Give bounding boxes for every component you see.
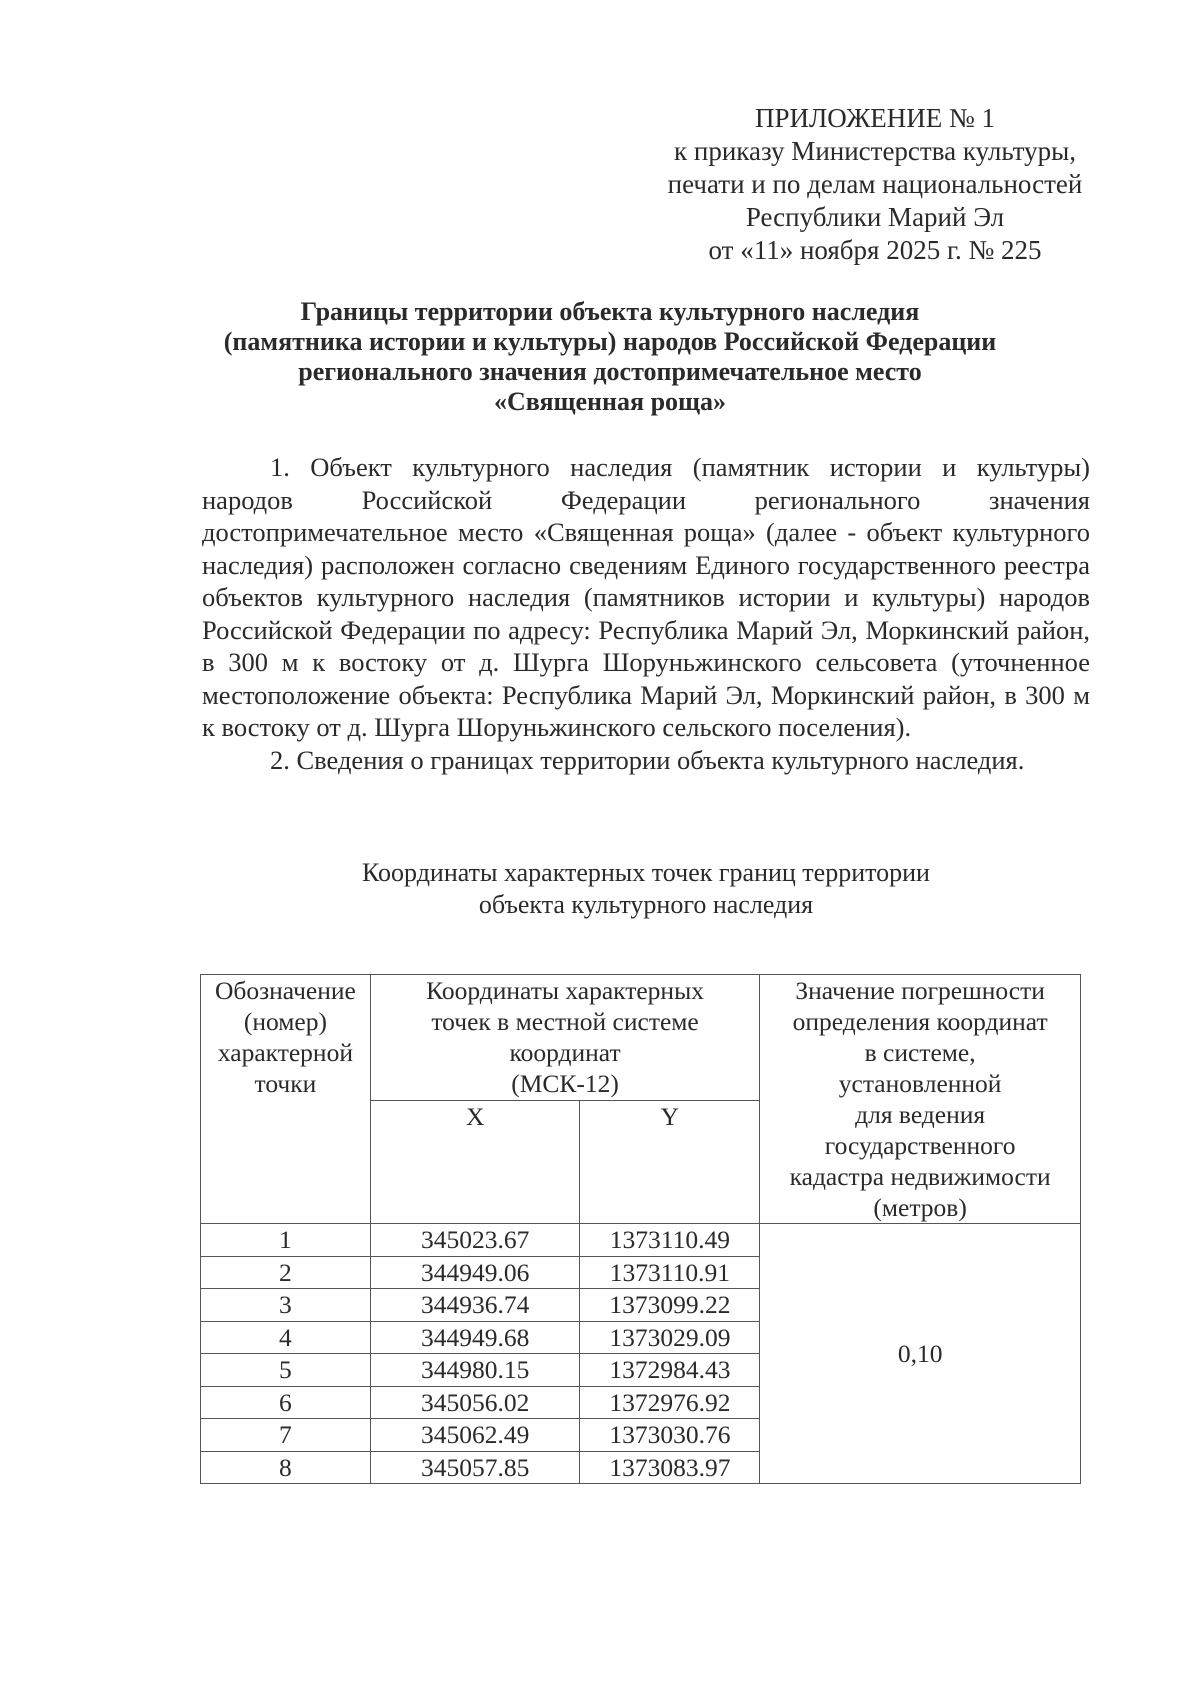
- x-coordinate: 345057.85: [370, 1451, 580, 1484]
- title-line-4: «Священная роща»: [494, 387, 726, 416]
- point-number: 5: [201, 1354, 371, 1387]
- point-number: 3: [201, 1289, 371, 1322]
- y-coordinate: 1372984.43: [580, 1354, 760, 1387]
- x-coordinate: 345023.67: [370, 1224, 580, 1257]
- coordinates-table: [200, 974, 1081, 1484]
- header-error-line: установленной: [838, 1069, 1002, 1098]
- header-point-line: точки: [254, 1069, 317, 1098]
- appendix-number: ПРИЛОЖЕНИЕ № 1: [754, 103, 996, 133]
- header-x: X: [370, 1100, 580, 1224]
- paragraph-2: 2. Сведения о границах территории объекта культурного наследия.: [270, 744, 1025, 775]
- point-number: 6: [201, 1386, 371, 1419]
- header-error-line: кадастра недвижимости: [789, 1162, 1051, 1191]
- header-point-line: Обозначение: [214, 976, 356, 1005]
- title-line-3: регионального значения достопримечательное место: [298, 357, 922, 386]
- header-y: Y: [580, 1100, 760, 1224]
- title-line-1: Границы территории объекта культурного наследия: [300, 297, 920, 326]
- y-coordinate: 1373083.97: [580, 1451, 760, 1484]
- table-caption: [202, 857, 1090, 921]
- point-number: 7: [201, 1419, 371, 1452]
- header-point-designation: [201, 975, 371, 1224]
- header-error-line: в системе,: [864, 1038, 976, 1067]
- error-value: 0,10: [760, 1224, 1081, 1484]
- table-header-row: [201, 975, 1081, 1101]
- y-coordinate: 1373099.22: [580, 1289, 760, 1322]
- y-coordinate: 1373110.49: [580, 1224, 760, 1257]
- appendix-header: [640, 102, 1110, 267]
- x-coordinate: 344980.15: [370, 1354, 580, 1387]
- header-coordinates: [370, 975, 759, 1101]
- x-coordinate: 344949.68: [370, 1321, 580, 1354]
- x-coordinate: 345062.49: [370, 1419, 580, 1452]
- y-coordinate: 1373029.09: [580, 1321, 760, 1354]
- y-coordinate: 1372976.92: [580, 1386, 760, 1419]
- header-error-line: (метров): [873, 1193, 967, 1222]
- point-number: 8: [201, 1451, 371, 1484]
- header-coords-line: точек в местной системе: [431, 1007, 699, 1036]
- appendix-republic-line: Республики Марий Эл: [745, 202, 1005, 232]
- y-coordinate: 1373110.91: [580, 1256, 760, 1289]
- header-point-line: (номер): [243, 1007, 327, 1036]
- body-text: [202, 451, 1090, 776]
- table-row: [201, 1224, 1081, 1257]
- header-point-line: характерной: [217, 1038, 353, 1067]
- header-coords-line: (МСК-12): [511, 1069, 619, 1098]
- point-number: 1: [201, 1224, 371, 1257]
- caption-line-2: объекта культурного наследия: [478, 890, 814, 919]
- appendix-ministry-line: печати и по делам национальностей: [667, 169, 1083, 199]
- x-coordinate: 344949.06: [370, 1256, 580, 1289]
- title-line-2: (памятника истории и культуры) народов Российской Федерации: [223, 327, 997, 356]
- x-coordinate: 345056.02: [370, 1386, 580, 1419]
- header-error-line: определения координат: [792, 1007, 1048, 1036]
- header-error-line: государственного: [824, 1131, 1016, 1160]
- header-coords-line: координат: [509, 1038, 621, 1067]
- document-title: [180, 297, 1040, 417]
- caption-line-1: Координаты характерных точек границ территории: [362, 858, 930, 887]
- header-error-line: для ведения: [855, 1100, 986, 1129]
- point-number: 2: [201, 1256, 371, 1289]
- appendix-date-line: от «11» ноября 2025 г. № 225: [708, 235, 1042, 265]
- paragraph-1: 1. Объект культурного наследия (памятник истории и культуры) народов Российской Федерации регионального значения достопримечательное место «Священная роща» (далее - объект культурного наследия) расположен согласно сведениям Единого государственного реестра объектов культурного наследия (памятников истории и культуры) народов Российской Федерации по адресу: Республика Марий Эл, Моркинский район, в 300 м к востоку от д. Шурга Шоруньжинского сельсовета (уточненное местоположение объекта: Республика Марий Эл, Моркинский район, в 300 м к востоку от д. Шурга Шоруньжинского сельского поселения).: [202, 452, 1090, 742]
- header-error-value: [760, 975, 1081, 1224]
- x-coordinate: 344936.74: [370, 1289, 580, 1322]
- appendix-order-line: к приказу Министерства культуры,: [674, 136, 1076, 166]
- y-coordinate: 1373030.76: [580, 1419, 760, 1452]
- header-coords-line: Координаты характерных: [426, 976, 704, 1005]
- point-number: 4: [201, 1321, 371, 1354]
- header-error-line: Значение погрешности: [795, 976, 1045, 1005]
